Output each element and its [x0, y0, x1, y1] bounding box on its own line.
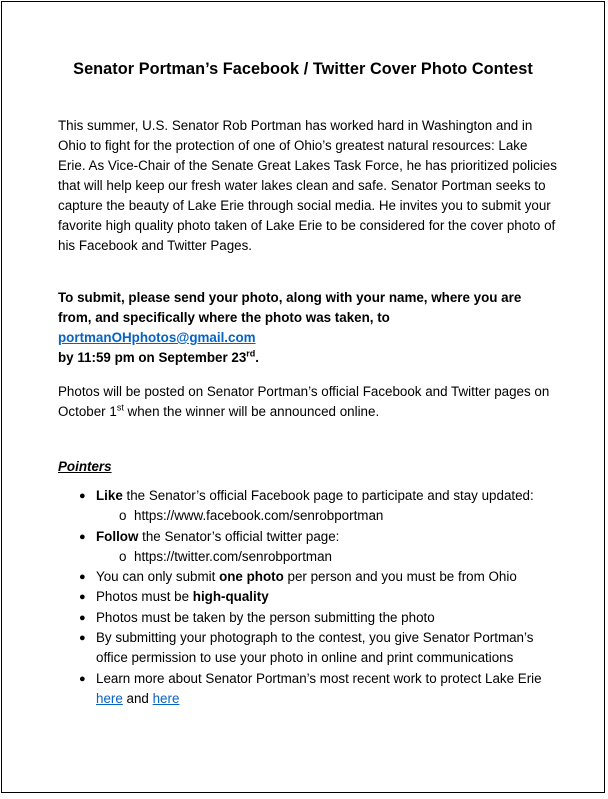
- facebook-url: https://www.facebook.com/senrobportman: [134, 508, 384, 524]
- sub-bullet-icon: o: [119, 508, 127, 524]
- page-title: Senator Portman’s Facebook / Twitter Cover Photo Contest: [73, 60, 533, 78]
- pointers-list: [58, 486, 568, 709]
- bullet-icon: ●: [79, 530, 86, 543]
- list-item-one-photo: [58, 567, 568, 587]
- quality-pre: Photos must be: [96, 589, 193, 605]
- here-link-2[interactable]: here: [152, 690, 180, 706]
- bullet-icon: ●: [79, 632, 86, 645]
- posting-paragraph: [58, 382, 558, 422]
- like-bold: Like: [96, 488, 123, 503]
- sub-item-facebook-url: [58, 506, 568, 526]
- bullet-icon: ●: [79, 672, 86, 685]
- bullet-icon: ●: [79, 611, 86, 624]
- email-link[interactable]: portmanOHphotos@gmail.com: [58, 330, 256, 345]
- submit-end: .: [255, 350, 260, 365]
- one-photo-pre: You can only submit: [96, 569, 220, 585]
- intro-paragraph: This summer, U.S. Senator Rob Portman has worked hard in Washington and in Ohio to fight for the protection of one of Ohio’s greatest natural resources: Lake Erie. As Vice-Chair of the Senate Great Lakes Task Force, he has prioritized policies that will help keep our fresh water lakes clean and safe. Senator Portman seeks to capture the beauty of Lake Erie through social media. He invites you to submit your favorite high quality photo taken of Lake Erie to be considered for the cover photo of his Facebook and Twitter Pages.: [58, 118, 557, 253]
- follow-bold: Follow: [96, 528, 139, 544]
- posting-rest: when the winner will be announced online.: [123, 404, 380, 419]
- document-page: [1, 1, 605, 793]
- list-item-learn-more: [58, 669, 568, 710]
- list-item-quality: [58, 587, 568, 607]
- one-photo-bold: one photo: [219, 569, 284, 585]
- list-item-taken-by: [58, 608, 568, 628]
- submit-paragraph: [58, 288, 558, 368]
- posting-date-suffix: st: [116, 402, 124, 413]
- deadline-suffix: rd: [246, 348, 256, 359]
- permission-text: By submitting your photograph to the contest, you give Senator Portman’s office permission to use your photo in online and print communications: [96, 630, 534, 666]
- list-item-permission: [58, 628, 568, 669]
- here-link-1[interactable]: here: [96, 690, 123, 706]
- like-text: the Senator’s official Facebook page to participate and stay updated:: [122, 488, 534, 503]
- quality-bold: high-quality: [192, 589, 269, 605]
- learn-and: and: [122, 690, 153, 706]
- sub-bullet-icon: o: [119, 548, 127, 564]
- list-item-follow: [58, 527, 568, 547]
- bullet-icon: ●: [79, 571, 86, 584]
- bullet-icon: ●: [79, 490, 86, 502]
- submit-lead: To submit, please send your photo, along with your name, where you are from, and specifically where the photo was taken, to: [58, 290, 522, 325]
- list-item-like: [58, 486, 568, 506]
- one-photo-post: per person and you must be from Ohio: [283, 569, 517, 585]
- pointers-heading: Pointers: [58, 459, 112, 474]
- posting-text: Photos will be posted on Senator Portman’s official Facebook and Twitter pages on October 1: [58, 384, 550, 419]
- sub-item-twitter-url: [58, 547, 568, 567]
- learn-text: Learn more about Senator Portman’s most recent work to protect Lake Erie: [96, 670, 542, 686]
- submit-deadline: by 11:59 pm on September 23: [58, 350, 247, 365]
- bullet-icon: ●: [79, 591, 86, 604]
- taken-by-text: Photos must be taken by the person submitting the photo: [96, 609, 435, 625]
- follow-text: the Senator’s official twitter page:: [138, 528, 340, 544]
- twitter-url: https://twitter.com/senrobportman: [134, 548, 332, 564]
